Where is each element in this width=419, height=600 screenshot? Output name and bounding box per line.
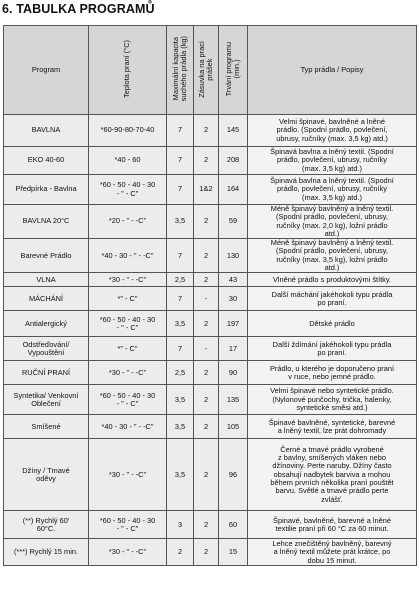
compartment-cell xyxy=(194,273,219,287)
compartment: 2 xyxy=(203,318,209,328)
duration: 145 xyxy=(226,125,240,135)
temperature: *" - C" xyxy=(117,343,138,353)
capacity: 3,5 xyxy=(174,421,186,431)
capacity-cell xyxy=(167,273,194,287)
temperature-cell xyxy=(89,147,167,175)
header-laundry-type: Typ prádla / Popisy xyxy=(248,26,417,115)
capacity: 7 xyxy=(177,184,183,194)
duration-cell xyxy=(219,385,248,415)
laundry-type-cell xyxy=(248,415,417,439)
program-name: Smíšené xyxy=(31,421,61,431)
program-name-cell xyxy=(4,385,89,415)
program-name-cell xyxy=(4,337,89,361)
temperature: *60 - 50 - 40 - 30 - " - C" xyxy=(99,314,156,332)
temperature-cell xyxy=(89,385,167,415)
capacity: 7 xyxy=(177,125,183,135)
laundry-type-cell xyxy=(248,175,417,205)
compartment-cell xyxy=(194,361,219,385)
capacity-cell xyxy=(167,115,194,147)
program-name-cell xyxy=(4,115,89,147)
duration-cell xyxy=(219,239,248,273)
program-name-cell xyxy=(4,415,89,439)
temperature-cell xyxy=(89,439,167,511)
duration-cell xyxy=(219,361,248,385)
duration-cell xyxy=(219,205,248,239)
laundry-type: Méně špinavý bavlněný a lněný textil. (Spodní prádlo, povlečení, ubrusy, ručníky (max. 2,0 kg), ložní prádlo atd.) xyxy=(270,204,394,238)
compartment-cell xyxy=(194,147,219,175)
temperature: *40 - 30 - " - -C" xyxy=(101,421,154,431)
program-name-cell xyxy=(4,205,89,239)
temperature: *" - C" xyxy=(117,293,138,303)
compartment-cell xyxy=(194,239,219,273)
compartment: 1&2 xyxy=(199,184,213,194)
compartment-cell xyxy=(194,115,219,147)
program-name-cell xyxy=(4,539,89,566)
table-row xyxy=(4,415,417,439)
capacity: 2,5 xyxy=(174,274,186,284)
temperature: *30 - " - -C" xyxy=(108,469,147,479)
laundry-type-cell xyxy=(248,311,417,337)
compartment-cell xyxy=(194,205,219,239)
temperature: *40 - 60 xyxy=(114,155,141,165)
laundry-type-cell xyxy=(248,361,417,385)
temperature-cell xyxy=(89,287,167,311)
compartment: 2 xyxy=(203,394,209,404)
compartment: 2 xyxy=(203,469,209,479)
laundry-type: Černé a tmavé prádlo vyrobené z bavlny, smíšených vláken nebo džínoviny. Perte naruby. Džíny často obsahují nadbytek barviva a mohou během prvních několika praní pouštět barvu. Světlé a tmavé prádlo perte zvlášť. xyxy=(270,444,394,504)
capacity: 7 xyxy=(177,250,183,260)
laundry-type-cell xyxy=(248,273,417,287)
temperature-cell xyxy=(89,415,167,439)
table-row xyxy=(4,175,417,205)
header-capacity: Maximální kapacita suchého prádla (kg) xyxy=(167,26,194,115)
duration-cell xyxy=(219,273,248,287)
temperature: *60 - 50 - 40 - 30 - " - C" xyxy=(99,180,156,198)
capacity-cell xyxy=(167,337,194,361)
program-name: Předpírka - Bavlna xyxy=(15,184,77,194)
capacity: 3,5 xyxy=(174,318,186,328)
duration: 59 xyxy=(228,216,238,226)
program-name: Barevné Prádlo xyxy=(20,250,72,260)
table-row xyxy=(4,205,417,239)
compartment: 2 xyxy=(203,155,209,165)
temperature: *30 - " - -C" xyxy=(108,547,147,557)
duration: 197 xyxy=(226,318,240,328)
temperature-cell xyxy=(89,205,167,239)
duration: 90 xyxy=(228,367,238,377)
compartment: - xyxy=(204,343,208,353)
table-row xyxy=(4,311,417,337)
compartment-cell xyxy=(194,385,219,415)
compartment-cell xyxy=(194,337,219,361)
compartment: 2 xyxy=(203,274,209,284)
capacity: 3,5 xyxy=(174,469,186,479)
capacity-cell xyxy=(167,311,194,337)
duration: 208 xyxy=(226,155,240,165)
laundry-type: Další máchání jakéhokoli typu prádla po praní. xyxy=(271,289,393,307)
compartment-cell xyxy=(194,439,219,511)
program-name-cell xyxy=(4,311,89,337)
table-row xyxy=(4,115,417,147)
capacity-cell xyxy=(167,175,194,205)
compartment: 2 xyxy=(203,421,209,431)
program-table xyxy=(3,25,417,566)
program-name-cell xyxy=(4,175,89,205)
program-name-cell xyxy=(4,511,89,539)
compartment: 2 xyxy=(203,125,209,135)
duration: 130 xyxy=(226,250,240,260)
compartment: 2 xyxy=(203,547,209,557)
laundry-type-cell xyxy=(248,385,417,415)
capacity: 3,5 xyxy=(174,216,186,226)
compartment-cell xyxy=(194,511,219,539)
table-body xyxy=(4,115,417,566)
temperature-cell xyxy=(89,175,167,205)
duration: 17 xyxy=(228,343,238,353)
duration: 135 xyxy=(226,394,240,404)
temperature: *30 - " - -C" xyxy=(108,274,147,284)
laundry-type: Špinavá bavlna a lněný textil. (Spodní prádlo, povlečení, ubrusy, ručníky (max. 3,5 kg) atd.) xyxy=(270,147,394,173)
laundry-type-cell xyxy=(248,205,417,239)
program-name: (**) Rychlý 60' 60°C. xyxy=(22,515,70,533)
laundry-type-cell xyxy=(248,337,417,361)
capacity-cell xyxy=(167,205,194,239)
table-row xyxy=(4,273,417,287)
temperature-cell xyxy=(89,311,167,337)
capacity-cell xyxy=(167,439,194,511)
capacity: 2,5 xyxy=(174,367,186,377)
program-name: Odstřeďování/ Vypouštění xyxy=(22,339,70,357)
temperature: *40 - 30 - " - -C" xyxy=(101,250,154,260)
laundry-type: Špinavá bavlna a lněný textil. (Spodní prádlo, povlečení, ubrusy, ručníky (max. 3,5 kg) atd.) xyxy=(270,176,394,202)
laundry-type: Dětské prádlo xyxy=(309,318,355,328)
capacity: 2 xyxy=(177,547,183,557)
temperature: *60 - 50 - 40 - 30 - " - C" xyxy=(99,515,156,533)
capacity-cell xyxy=(167,361,194,385)
temperature-cell xyxy=(89,115,167,147)
capacity-cell xyxy=(167,385,194,415)
duration-cell xyxy=(219,147,248,175)
table-row xyxy=(4,287,417,311)
temperature: *20 - " - -C" xyxy=(108,216,147,226)
program-name-cell xyxy=(4,287,89,311)
temperature: *30 - " - -C" xyxy=(108,367,147,377)
program-name-cell xyxy=(4,239,89,273)
duration: 15 xyxy=(228,547,238,557)
duration-cell xyxy=(219,175,248,205)
laundry-type: Méně špinavý bavlněný a lněný textil. (Spodní prádlo, povlečení, ubrusy, ručníky (max. 3,5 kg), ložní prádlo atd.) xyxy=(270,238,394,273)
capacity: 7 xyxy=(177,343,183,353)
temperature-cell xyxy=(89,239,167,273)
duration-cell xyxy=(219,311,248,337)
capacity-cell xyxy=(167,539,194,566)
program-name: (***) Rychlý 15 min. xyxy=(13,547,79,557)
capacity: 7 xyxy=(177,293,183,303)
laundry-type-cell xyxy=(248,239,417,273)
capacity-cell xyxy=(167,287,194,311)
laundry-type-cell xyxy=(248,511,417,539)
compartment: 2 xyxy=(203,250,209,260)
program-name-cell xyxy=(4,147,89,175)
capacity-cell xyxy=(167,511,194,539)
temperature: *60-90-80-70-40 xyxy=(100,125,155,135)
duration: 105 xyxy=(226,421,240,431)
program-name: Džíny / Tmavé oděvy xyxy=(22,465,70,483)
duration-cell xyxy=(219,287,248,311)
temperature: *60 - 50 - 40 - 30 - " - C" xyxy=(99,390,156,408)
duration-cell xyxy=(219,539,248,566)
program-name-cell xyxy=(4,439,89,511)
laundry-type: Špinavé, bavlněné, barevné a lněné textilie praní při 60 °C za 60 minut. xyxy=(273,515,391,533)
duration: 60 xyxy=(228,519,238,529)
compartment-cell xyxy=(194,311,219,337)
duration-cell xyxy=(219,439,248,511)
program-name-cell xyxy=(4,273,89,287)
section-title: 6. TABULKA PROGRAMŮ xyxy=(2,2,155,16)
compartment-cell xyxy=(194,175,219,205)
laundry-type: Velmi špinavé nebo syntetické prádlo. (Nylonové punčochy, trička, halenky, syntetické směsi atd.) xyxy=(270,386,394,413)
program-name: MÁCHÁNÍ xyxy=(28,293,64,303)
duration-cell xyxy=(219,337,248,361)
compartment-cell xyxy=(194,415,219,439)
duration: 164 xyxy=(226,184,240,194)
capacity: 3,5 xyxy=(174,394,186,404)
table-row xyxy=(4,511,417,539)
laundry-type-cell xyxy=(248,439,417,511)
program-name: BAVLNA xyxy=(31,125,61,135)
laundry-type: Velmi špinavé, bavlněné a lněné prádlo. (Spodní prádlo, povlečení, ubrusy, ručníky (max. 3,5 kg) atd.) xyxy=(276,117,388,143)
compartment: 2 xyxy=(203,367,209,377)
capacity-cell xyxy=(167,147,194,175)
laundry-type-cell xyxy=(248,115,417,147)
table-row xyxy=(4,361,417,385)
program-name: VLNA xyxy=(36,274,56,284)
compartment: 2 xyxy=(203,519,209,529)
compartment-cell xyxy=(194,287,219,311)
header-program: Program xyxy=(4,26,89,115)
table-row xyxy=(4,147,417,175)
program-name: Syntetika/ Venkovní Oblečení xyxy=(13,390,79,408)
temperature-cell xyxy=(89,539,167,566)
program-name-cell xyxy=(4,361,89,385)
compartment: - xyxy=(204,293,208,303)
compartment-cell xyxy=(194,539,219,566)
table-row xyxy=(4,385,417,415)
laundry-type-cell xyxy=(248,287,417,311)
table-row xyxy=(4,539,417,566)
laundry-type: Vlněné prádlo s produktovými štítky. xyxy=(272,274,392,284)
capacity: 3 xyxy=(177,519,183,529)
temperature-cell xyxy=(89,361,167,385)
program-name: Antialergický xyxy=(25,318,67,328)
duration: 30 xyxy=(228,293,238,303)
program-name: BAVLNA 20°C xyxy=(22,216,70,226)
temperature-cell xyxy=(89,511,167,539)
table-header-row xyxy=(4,26,417,115)
duration-cell xyxy=(219,415,248,439)
temperature-cell xyxy=(89,273,167,287)
header-temperature: Teplota praní (°C) xyxy=(89,26,167,115)
laundry-type-cell xyxy=(248,539,417,566)
laundry-type: Další ždímání jakéhokoli typu prádla po praní. xyxy=(272,339,392,357)
duration: 96 xyxy=(228,469,238,479)
header-duration: Trvání programu (min.) xyxy=(219,26,248,115)
laundry-type: Špinavé bavlněné, syntetické, barevné a lněný textil, lze prát dohromady xyxy=(268,417,396,435)
laundry-type: Lehce znečištěný bavlněný, barevný a lněný textil můžete prát krátce, po dobu 15 minut. xyxy=(272,538,392,565)
capacity: 7 xyxy=(177,155,183,165)
program-name: RUČNÍ PRANÍ xyxy=(21,367,71,377)
laundry-type-cell xyxy=(248,147,417,175)
table-row xyxy=(4,239,417,273)
table-row xyxy=(4,439,417,511)
duration: 43 xyxy=(228,274,238,284)
capacity-cell xyxy=(167,239,194,273)
capacity-cell xyxy=(167,415,194,439)
program-name: EKO 40-60 xyxy=(27,155,65,165)
table-row xyxy=(4,337,417,361)
temperature-cell xyxy=(89,337,167,361)
duration-cell xyxy=(219,115,248,147)
laundry-type: Prádlo, u kterého je doporučeno praní v ruce, nebo jemné prádlo. xyxy=(269,363,395,381)
compartment: 2 xyxy=(203,216,209,226)
duration-cell xyxy=(219,511,248,539)
header-detergent-compartment: Zásuvka na prací prášek xyxy=(194,26,219,115)
